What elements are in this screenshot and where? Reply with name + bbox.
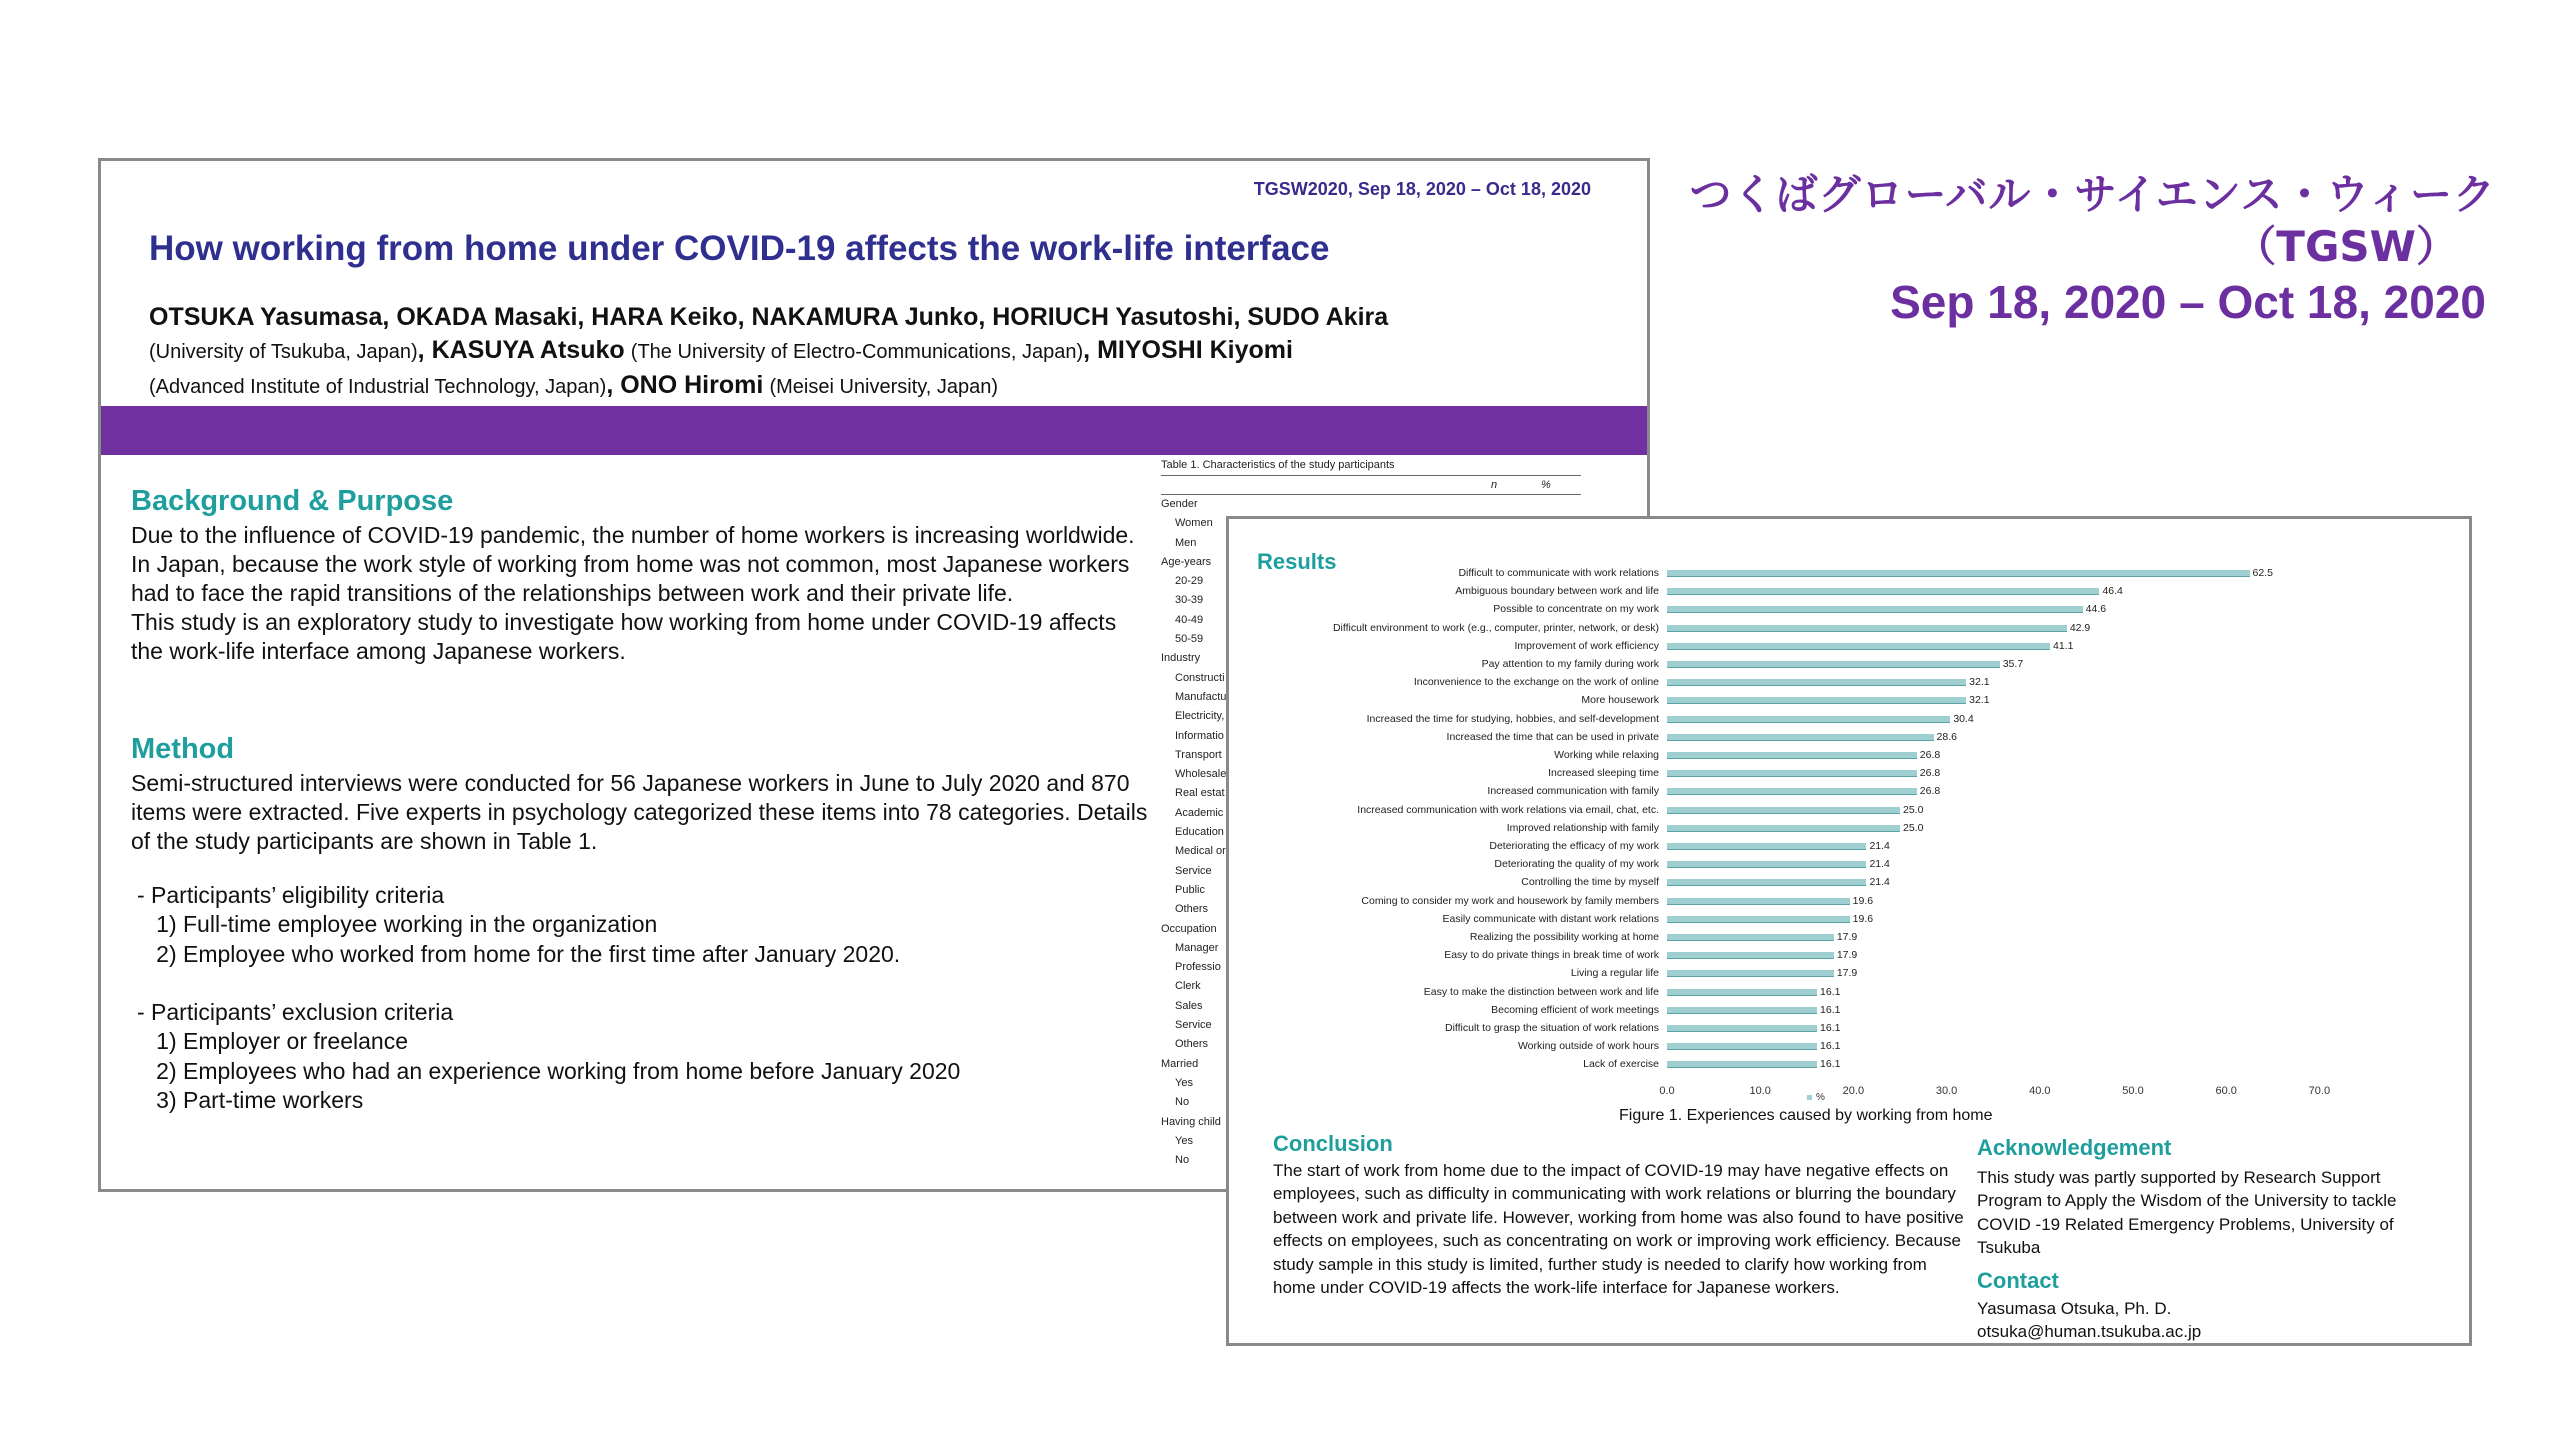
bar-label: Inconvenience to the exchange on the work of online: [1413, 676, 1659, 689]
bar-value-label: 35.7: [2002, 658, 2024, 670]
table-row: Public: [1175, 883, 1205, 896]
bar-label: Controlling the time by myself: [1521, 876, 1659, 889]
table-row: Service: [1175, 1019, 1212, 1032]
bar: [1667, 970, 1834, 977]
purple-banner: [101, 406, 1647, 455]
bar: [1667, 679, 1966, 686]
affiliation-meisei: (Meisei University, Japan): [769, 376, 999, 398]
x-tick-label: 0.0: [1659, 1085, 1675, 1097]
table-row: No: [1175, 1096, 1190, 1109]
bar: [1667, 861, 1866, 868]
method-heading: Method: [131, 733, 235, 765]
bar-value-label: 41.1: [2053, 639, 2074, 652]
table-row: Married: [1161, 1057, 1199, 1070]
table-row: Academic: [1175, 806, 1224, 819]
figure-caption: Figure 1. Experiences caused by working from home: [1619, 1107, 1993, 1124]
bar-label: Living a regular life: [1570, 967, 1659, 980]
contact-heading: Contact: [1977, 1268, 2059, 1293]
bar: [1667, 697, 1966, 704]
bar-value-label: 21.4: [1869, 840, 1890, 852]
bar: [1667, 916, 1850, 923]
bar-label: Possible to concentrate on my work: [1493, 603, 1659, 616]
table-row: Clerk: [1175, 980, 1201, 993]
acknowledgement-heading: Acknowledgement: [1977, 1135, 2172, 1160]
bar-label: Increased communication with work relations via email, chat, etc.: [1357, 803, 1659, 816]
bar: [1667, 879, 1866, 886]
acknowledgement-text: This study was partly supported by Research Support Program to Apply the Wisdom of the University to tackle COVID -19 Related Emergency Problems, University of Tsukuba: [1977, 1168, 2397, 1258]
bar: [1667, 770, 1917, 777]
bar-label: Working outside of work hours: [1517, 1040, 1659, 1053]
x-tick-label: 30.0: [1935, 1085, 1958, 1097]
table-row: Sales: [1175, 999, 1203, 1012]
bar-value-label: 17.9: [1836, 931, 1858, 943]
event-title-abbr: （TGSW）: [2234, 222, 2458, 271]
experiences-bar-chart: [1229, 519, 2475, 1139]
table-row: Industry: [1161, 652, 1201, 665]
table-row: Wholesale: [1175, 768, 1227, 781]
table-row: Having child: [1161, 1115, 1221, 1128]
bar-value-label: 17.9: [1836, 967, 1858, 980]
bar-label: Improvement of work efficiency: [1514, 639, 1659, 652]
event-dates: Sep 18, 2020 – Oct 18, 2020: [1890, 276, 2486, 328]
bar-value-label: 21.4: [1869, 876, 1890, 889]
bar: [1667, 989, 1817, 996]
table-row: 20-29: [1175, 575, 1204, 588]
table-row: Women: [1175, 517, 1213, 530]
bar-value-label: 42.9: [2069, 621, 2091, 634]
bar: [1667, 734, 1934, 741]
authors-line-1: OTSUKA Yasumasa, OKADA Masaki, HARA Keiko, NAKAMURA Junko, HORIUCH Yasutoshi, SUDO Akira: [149, 303, 1389, 331]
bar-label: Pay attention to my family during work: [1481, 658, 1659, 670]
table-row: Manager: [1175, 941, 1219, 954]
table-col-pct: %: [1541, 479, 1551, 491]
bar-value-label: 19.6: [1852, 912, 1874, 925]
bar-value-label: 25.0: [1903, 821, 1924, 834]
bar-value-label: 30.4: [1953, 712, 1974, 725]
bar-label: Improved relationship with family: [1506, 821, 1659, 834]
table-row: Electricity,: [1175, 710, 1225, 723]
bar-value-label: 16.1: [1820, 1040, 1841, 1053]
x-tick-label: 10.0: [1749, 1085, 1771, 1097]
table-row: Men: [1175, 536, 1197, 549]
bar-value-label: 32.1: [1969, 694, 1990, 707]
conclusion-heading: Conclusion: [1273, 1131, 1393, 1156]
table-row: Occupation: [1161, 922, 1217, 935]
table-row: 40-49: [1175, 613, 1204, 626]
bar-value-label: 16.1: [1820, 1003, 1841, 1016]
bar-value-label: 26.8: [1919, 785, 1941, 798]
legend-swatch: [1807, 1095, 1812, 1100]
method-text: Semi-structured interviews were conducted for 56 Japanese workers in June to July 2020 and 870 items were extracted. Five experts in psychology categorized these items into 78 categories. Details of the study participants are shown in Table 1.: [131, 770, 1148, 854]
bar: [1667, 1043, 1817, 1050]
bar-value-label: 16.1: [1820, 1022, 1841, 1034]
bar: [1667, 606, 2083, 613]
contact-info: [1977, 1297, 2201, 1344]
table-row: Manufactu: [1175, 690, 1227, 703]
bar: [1667, 807, 1900, 814]
conference-label: TGSW2020, Sep 18, 2020 – Oct 18, 2020: [1253, 179, 1591, 199]
bar-value-label: 44.6: [2085, 603, 2107, 616]
bar-label: Coming to consider my work and housework by family members: [1361, 894, 1659, 907]
table-row: Professio: [1175, 961, 1221, 974]
table-row: Service: [1175, 864, 1212, 877]
table-col-n: n: [1491, 479, 1498, 491]
background-text: Due to the influence of COVID-19 pandemic, the number of home workers is increasing worldwide. In Japan, because the work style of working from home was not common, most Japanese workers had to face the rapid transitions of the relationships between work and their private life. This study is an exploratory study to investigate how working from home under COVID-19 affects the work-life interface among Japanese workers.: [131, 522, 1135, 664]
bar-label: Difficult environment to work (e.g., computer, printer, network, or desk): [1332, 621, 1659, 634]
table-row: Informatio: [1175, 729, 1224, 742]
affiliation-uec: (The University of Electro-Communications, Japan): [630, 341, 1084, 363]
table-row: Others: [1175, 1038, 1209, 1051]
affiliation-tsukuba: (University of Tsukuba, Japan): [149, 341, 418, 363]
poster-title: How working from home under COVID-19 affects the work-life interface: [149, 229, 1330, 268]
bar-value-label: 21.4: [1869, 858, 1890, 871]
x-tick-label: 70.0: [2308, 1085, 2331, 1097]
table-row: Transport: [1175, 748, 1222, 761]
contact-name: Yasumasa Otsuka, Ph. D.: [1977, 1299, 2172, 1318]
bar: [1667, 1007, 1817, 1014]
legend-label: %: [1816, 1092, 1825, 1103]
table-caption: Table 1. Characteristics of the study participants: [1161, 459, 1581, 476]
bar-value-label: 26.8: [1919, 749, 1941, 761]
bar-value-label: 17.9: [1836, 949, 1858, 962]
bar-label: More housework: [1581, 694, 1659, 707]
bar-value-label: 25.0: [1903, 803, 1924, 816]
table-row: Yes: [1175, 1076, 1193, 1089]
bar: [1667, 588, 2099, 595]
bar-label: Deteriorating the efficacy of my work: [1489, 840, 1659, 852]
bar-label: Increased the time for studying, hobbies, and self-development: [1366, 712, 1659, 725]
table-row: Age-years: [1161, 555, 1212, 568]
results-heading: Results: [1257, 549, 1337, 574]
bar-label: Lack of exercise: [1583, 1058, 1659, 1071]
bar-label: Difficult to communicate with work relations: [1458, 567, 1659, 579]
bar-value-label: 32.1: [1969, 676, 1990, 689]
table-row: 30-39: [1175, 594, 1204, 607]
bar: [1667, 643, 2050, 650]
bar-label: Deteriorating the quality of my work: [1494, 858, 1659, 871]
x-tick-label: 60.0: [2215, 1085, 2237, 1097]
bar-value-label: 46.4: [2102, 585, 2123, 598]
table-row: Real estat: [1175, 787, 1225, 800]
table-row: Constructi: [1175, 671, 1225, 684]
bar: [1667, 1025, 1817, 1032]
table-row: No: [1175, 1154, 1190, 1167]
criteria-list: - Participants’ eligibility criteria 1) Full-time employee working in the organization 2) Employee who worked from home for the first time after January 2020. - Participants’ exclusion criteria 1) Employer or freelance 2) Employees who had an experience working from home before January 2020 3) Part-time workers: [137, 882, 961, 1114]
bar-label: Ambiguous boundary between work and life: [1455, 585, 1659, 598]
bar-label: Difficult to grasp the situation of work relations: [1445, 1022, 1659, 1034]
bar: [1667, 898, 1850, 905]
bar-label: Increased communication with family: [1487, 785, 1659, 798]
bar-label: Increased sleeping time: [1548, 767, 1659, 780]
event-banner: [1596, 168, 2496, 332]
bar-label: Working while relaxing: [1554, 749, 1659, 761]
bar: [1667, 788, 1917, 795]
poster-page-2: [1226, 516, 2472, 1346]
bar: [1667, 752, 1917, 759]
table-row: Education: [1175, 826, 1224, 839]
author-miyoshi: MIYOSHI Kiyomi: [1097, 336, 1293, 364]
x-tick-label: 40.0: [2029, 1085, 2051, 1097]
bar-label: Becoming efficient of work meetings: [1491, 1003, 1659, 1016]
background-heading: Background & Purpose: [131, 485, 454, 517]
bar: [1667, 843, 1866, 850]
bar-label: Realizing the possibility working at home: [1469, 931, 1659, 943]
table-row: Medical or: [1175, 845, 1226, 858]
bar: [1667, 716, 1950, 723]
bar: [1667, 570, 2250, 577]
affiliation-aiit: (Advanced Institute of Industrial Technology, Japan): [149, 376, 607, 398]
bar: [1667, 934, 1834, 941]
bar-value-label: 16.1: [1820, 1058, 1841, 1071]
table-row: Yes: [1175, 1134, 1193, 1147]
x-tick-label: 20.0: [1842, 1085, 1865, 1097]
bar-value-label: 16.1: [1820, 985, 1841, 998]
bar-value-label: 62.5: [2252, 567, 2273, 579]
event-title-jp: つくばグローバル・サイエンス・ウィーク: [1689, 170, 2496, 219]
author-block: OTSUKA Yasumasa, OKADA Masaki, HARA Keiko, NAKAMURA Junko, HORIUCH Yasutoshi, SUDO Akira (University of Tsukuba, Japan), KASUYA Atsuko (The University of Electro-Communications, Japan), MIYOSHI Kiyomi (Advanced Institute of Industrial Technology, Japan), ONO Hiromi (Meisei University, Japan): [149, 303, 1389, 399]
table-row: 50-59: [1175, 633, 1204, 646]
bar-value-label: 19.6: [1852, 894, 1874, 907]
conclusion-text: The start of work from home due to the impact of COVID-19 may have negative effects on employees, such as difficulty in communicating with work relations or blurring the boundary between work and private life. However, working from home was also found to have positive effects on employees, such as concentrating on work or improving work efficiency. Because study sample in this study is limited, further study is needed to clarify how working from home under COVID-19 affects the work-life interface for Japanese workers.: [1273, 1161, 1964, 1298]
bar: [1667, 952, 1834, 959]
bar-label: Easy to do private things in break time of work: [1444, 949, 1659, 962]
bar: [1667, 1061, 1817, 1068]
bar: [1667, 825, 1900, 832]
bar-label: Increased the time that can be used in private: [1446, 730, 1659, 743]
table-row: Others: [1175, 903, 1209, 916]
bar-label: Easy to make the distinction between work and life: [1423, 985, 1659, 998]
bar: [1667, 661, 2000, 668]
x-tick-label: 50.0: [2122, 1085, 2144, 1097]
bar-label: Easily communicate with distant work relations: [1442, 912, 1659, 925]
author-ono: ONO Hiromi: [620, 371, 764, 399]
bar-value-label: 28.6: [1936, 730, 1957, 743]
bar: [1667, 625, 2067, 632]
table-header: [1161, 476, 1581, 495]
bar-value-label: 26.8: [1919, 767, 1941, 780]
chart-legend: [1807, 1092, 1825, 1103]
table-row: Gender: [1161, 498, 1198, 510]
author-kasuya: KASUYA Atsuko: [431, 336, 625, 364]
contact-email[interactable]: otsuka@human.tsukuba.ac.jp: [1977, 1322, 2202, 1342]
